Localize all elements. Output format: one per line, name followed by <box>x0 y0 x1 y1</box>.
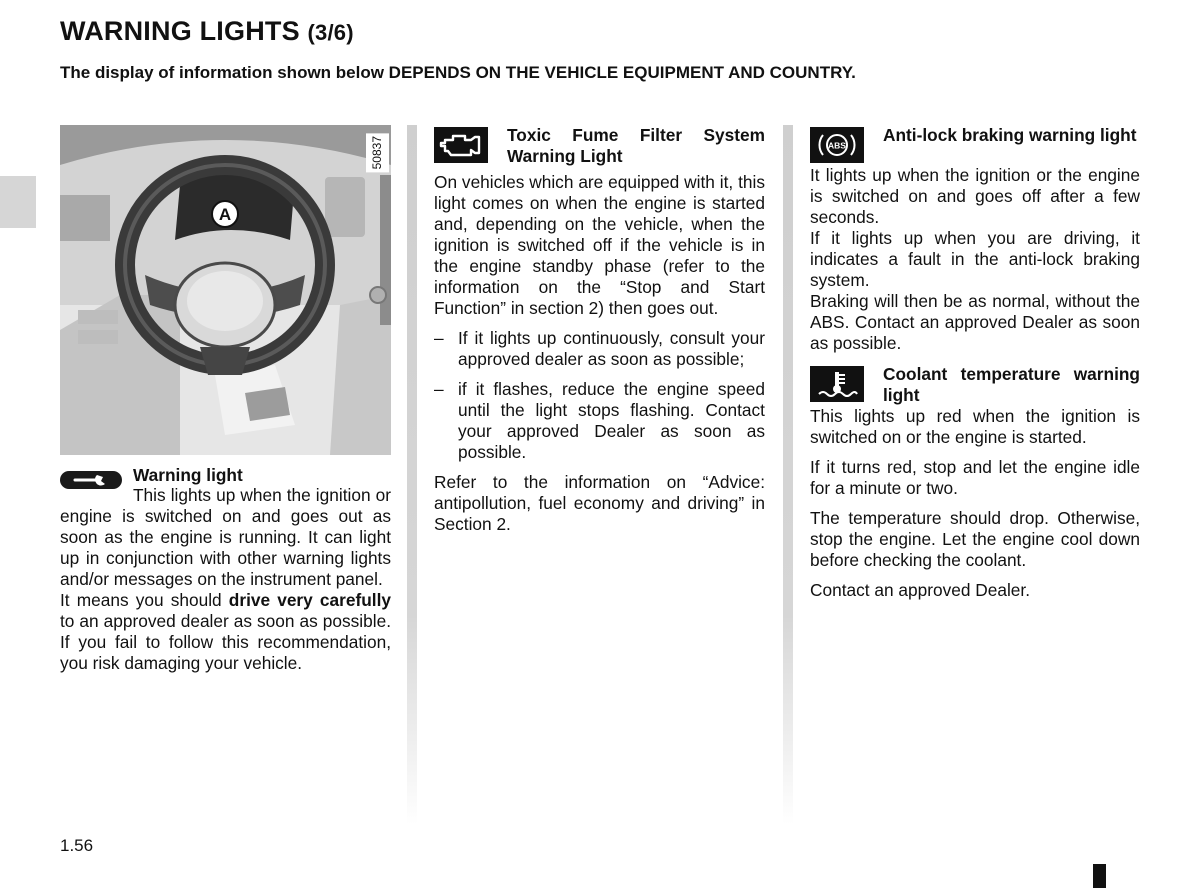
toxic-fume-paragraph-2: Refer to the information on “Advice: antipollution, fuel economy and driving” in Section 2. <box>434 472 765 534</box>
right-column <box>810 125 1140 601</box>
title-part: (3/6) <box>307 20 354 45</box>
coolant-paragraph-1: This lights up red when the ignition is switched on or the engine is started. <box>810 406 1140 447</box>
abs-paragraph-2: If it lights up when you are driving, it indicates a fault in the anti-lock braking system. <box>810 228 1140 290</box>
bullet-text: if it flashes, reduce the engine speed until the light stops flashing. Contact your approved Dealer as soon as possible. <box>458 379 765 462</box>
thermometer-icon <box>810 366 864 402</box>
coolant-paragraph-4: Contact an approved Dealer. <box>810 580 1030 600</box>
bullet-text: If it lights up continuously, consult your approved dealer as soon as possible; <box>458 328 765 369</box>
abs-header <box>810 125 1140 165</box>
warning-light-p2-post: to an approved dealer as soon as possible. If you fail to follow this recommendation, you risk damaging your vehicle. <box>60 611 391 673</box>
image-reference-number: 50837 <box>366 133 389 172</box>
coolant-paragraph-2: If it turns red, stop and let the engine idle for a minute or two. <box>810 457 1140 498</box>
section-tab-marker <box>0 176 36 228</box>
list-item <box>434 379 765 463</box>
abs-paragraph-1: It lights up when the ignition or the engine is switched on and goes off after a few seconds. <box>810 165 1140 227</box>
steering-wheel-illustration <box>60 125 391 455</box>
warning-light-p2-pre: It means you should <box>60 590 229 610</box>
abs-icon-text: ABS <box>828 140 846 151</box>
warning-light-paragraph-2 <box>60 590 391 674</box>
dash-marker: – <box>434 328 444 348</box>
toxic-fume-header <box>434 125 765 167</box>
toxic-fume-heading: Toxic Fume Filter System Warning Light <box>507 125 765 166</box>
dashboard-photo <box>60 125 391 455</box>
left-column <box>60 125 391 674</box>
spanner-icon <box>60 471 122 489</box>
page-number: 1.56 <box>60 836 94 855</box>
coolant-paragraph-3: The temperature should drop. Otherwise, stop the engine. Let the engine cool down before checking the coolant. <box>810 508 1140 570</box>
page-corner-mark <box>1093 864 1106 888</box>
abs-heading: Anti-lock braking warning light <box>883 125 1137 145</box>
warning-light-section <box>60 465 391 486</box>
page-title <box>60 16 354 47</box>
page-subtitle: The display of information shown below DEPENDS ON THE VEHICLE EQUIPMENT AND COUNTRY. <box>60 63 856 82</box>
list-item <box>434 328 765 370</box>
warning-light-p2-bold: drive very carefully <box>228 590 391 610</box>
abs-paragraph-3: Braking will then be as normal, without the ABS. Contact an approved Dealer as soon as possible. <box>810 291 1140 353</box>
engine-icon <box>434 127 488 163</box>
coolant-heading: Coolant temperature warning light <box>883 364 1140 405</box>
callout-a-label: A <box>218 205 232 224</box>
abs-icon <box>810 127 864 163</box>
column-divider-2 <box>783 125 793 825</box>
coolant-header <box>810 364 1140 406</box>
toxic-fume-bullet-list <box>434 328 765 463</box>
warning-light-heading: Warning light <box>133 465 243 485</box>
title-text: WARNING LIGHTS <box>60 16 300 46</box>
middle-column <box>434 125 765 535</box>
column-divider-1 <box>407 125 417 825</box>
dash-marker: – <box>434 379 444 399</box>
toxic-fume-paragraph-1: On vehicles which are equipped with it, this light comes on when the engine is started and, depending on the vehicle, when the ignition is switched off if the vehicle is in the engine standby phase (refer to the information on the “Stop and Start Function” in section 2) then goes out. <box>434 172 765 318</box>
warning-light-paragraph-1: This lights up when the ignition or engine is switched on and goes out as soon as the engine is running. It can light up in conjunction with other warning lights and/or messages on the instrument panel. <box>60 485 391 589</box>
